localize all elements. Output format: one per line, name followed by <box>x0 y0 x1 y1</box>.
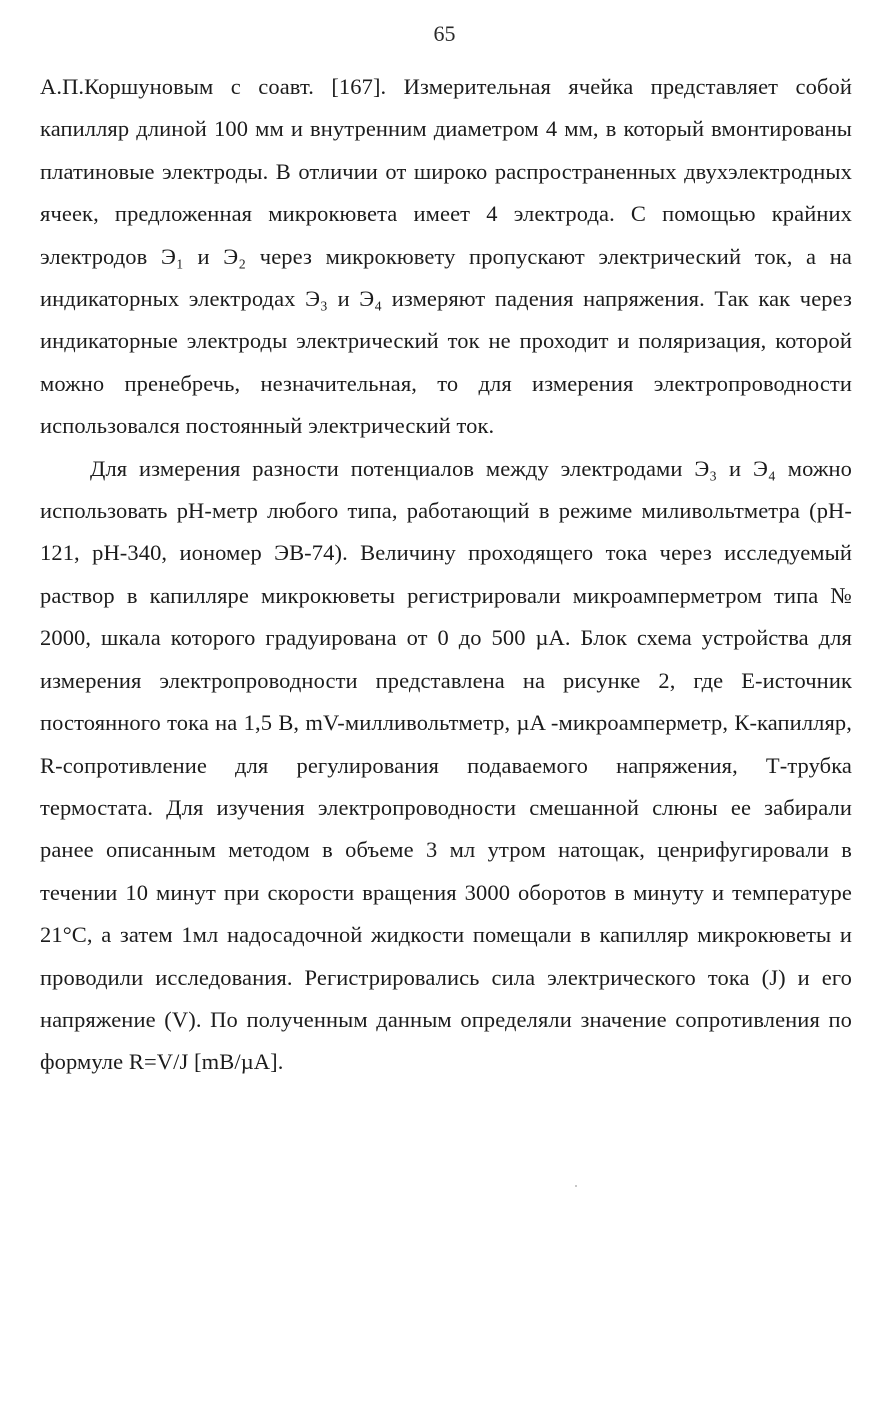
body-text <box>40 66 852 1084</box>
paragraph-2: Для измерения разности потенциалов между электродами Э₃ и Э₄ можно использовать pH-метр любого типа, работающий в режиме миливольтметра (pH-121, pH-340, иономер ЭВ-74). Величину проходящего тока через исследуемый раствор в капилляре микрокюветы регистрировали микроамперметром типа № 2000, шкала которого градуирована от 0 до 500 µA. Блок схема устройства для измерения электропроводности представлена на рисунке 2, где Е-источник постоянного тока на 1,5 В, mV-милливольтметр, µA -микроамперметр, К-капилляр, R-сопротивление для регулирования подаваемого напряжения, Т-трубка термостата. Для изучения электропроводности смешанной слюны ее забирали ранее описанным методом в объеме 3 мл утром натощак, ценрифугировали в течении 10 минут при скорости вращения 3000 оборотов в минуту и температуре 21°С, а затем 1мл надосадочной жидкости помещали в капилляр микрокюветы и проводили исследования. Регистрировались сила электрического тока (J) и его напряжение (V). По полученным данным определяли значение сопротивления по формуле R=V/J [mB/µA]. <box>40 455 852 1075</box>
scan-artifact <box>575 1185 577 1187</box>
paragraph-1: А.П.Коршуновым с соавт. [167]. Измерительная ячейка представляет собой капилляр длиной 100 мм и внутренним диаметром 4 мм, в который вмонтированы платиновые электроды. В отличии от широко распространенных двухэлектродных ячеек, предложенная микрокювета имеет 4 электрода. С помощью крайних электродов Э₁ и Э₂ через микрокювету пропускают электрический ток, а на индикаторных электродах Э₃ и Э₄ измеряют падения напряжения. Так как через индикаторные электроды электрический ток не проходит и поляризация, которой можно пренебречь, незначительная, то для измерения электропроводности использовался постоянный электрический ток. <box>40 74 852 439</box>
page-number: 65 <box>433 21 456 46</box>
